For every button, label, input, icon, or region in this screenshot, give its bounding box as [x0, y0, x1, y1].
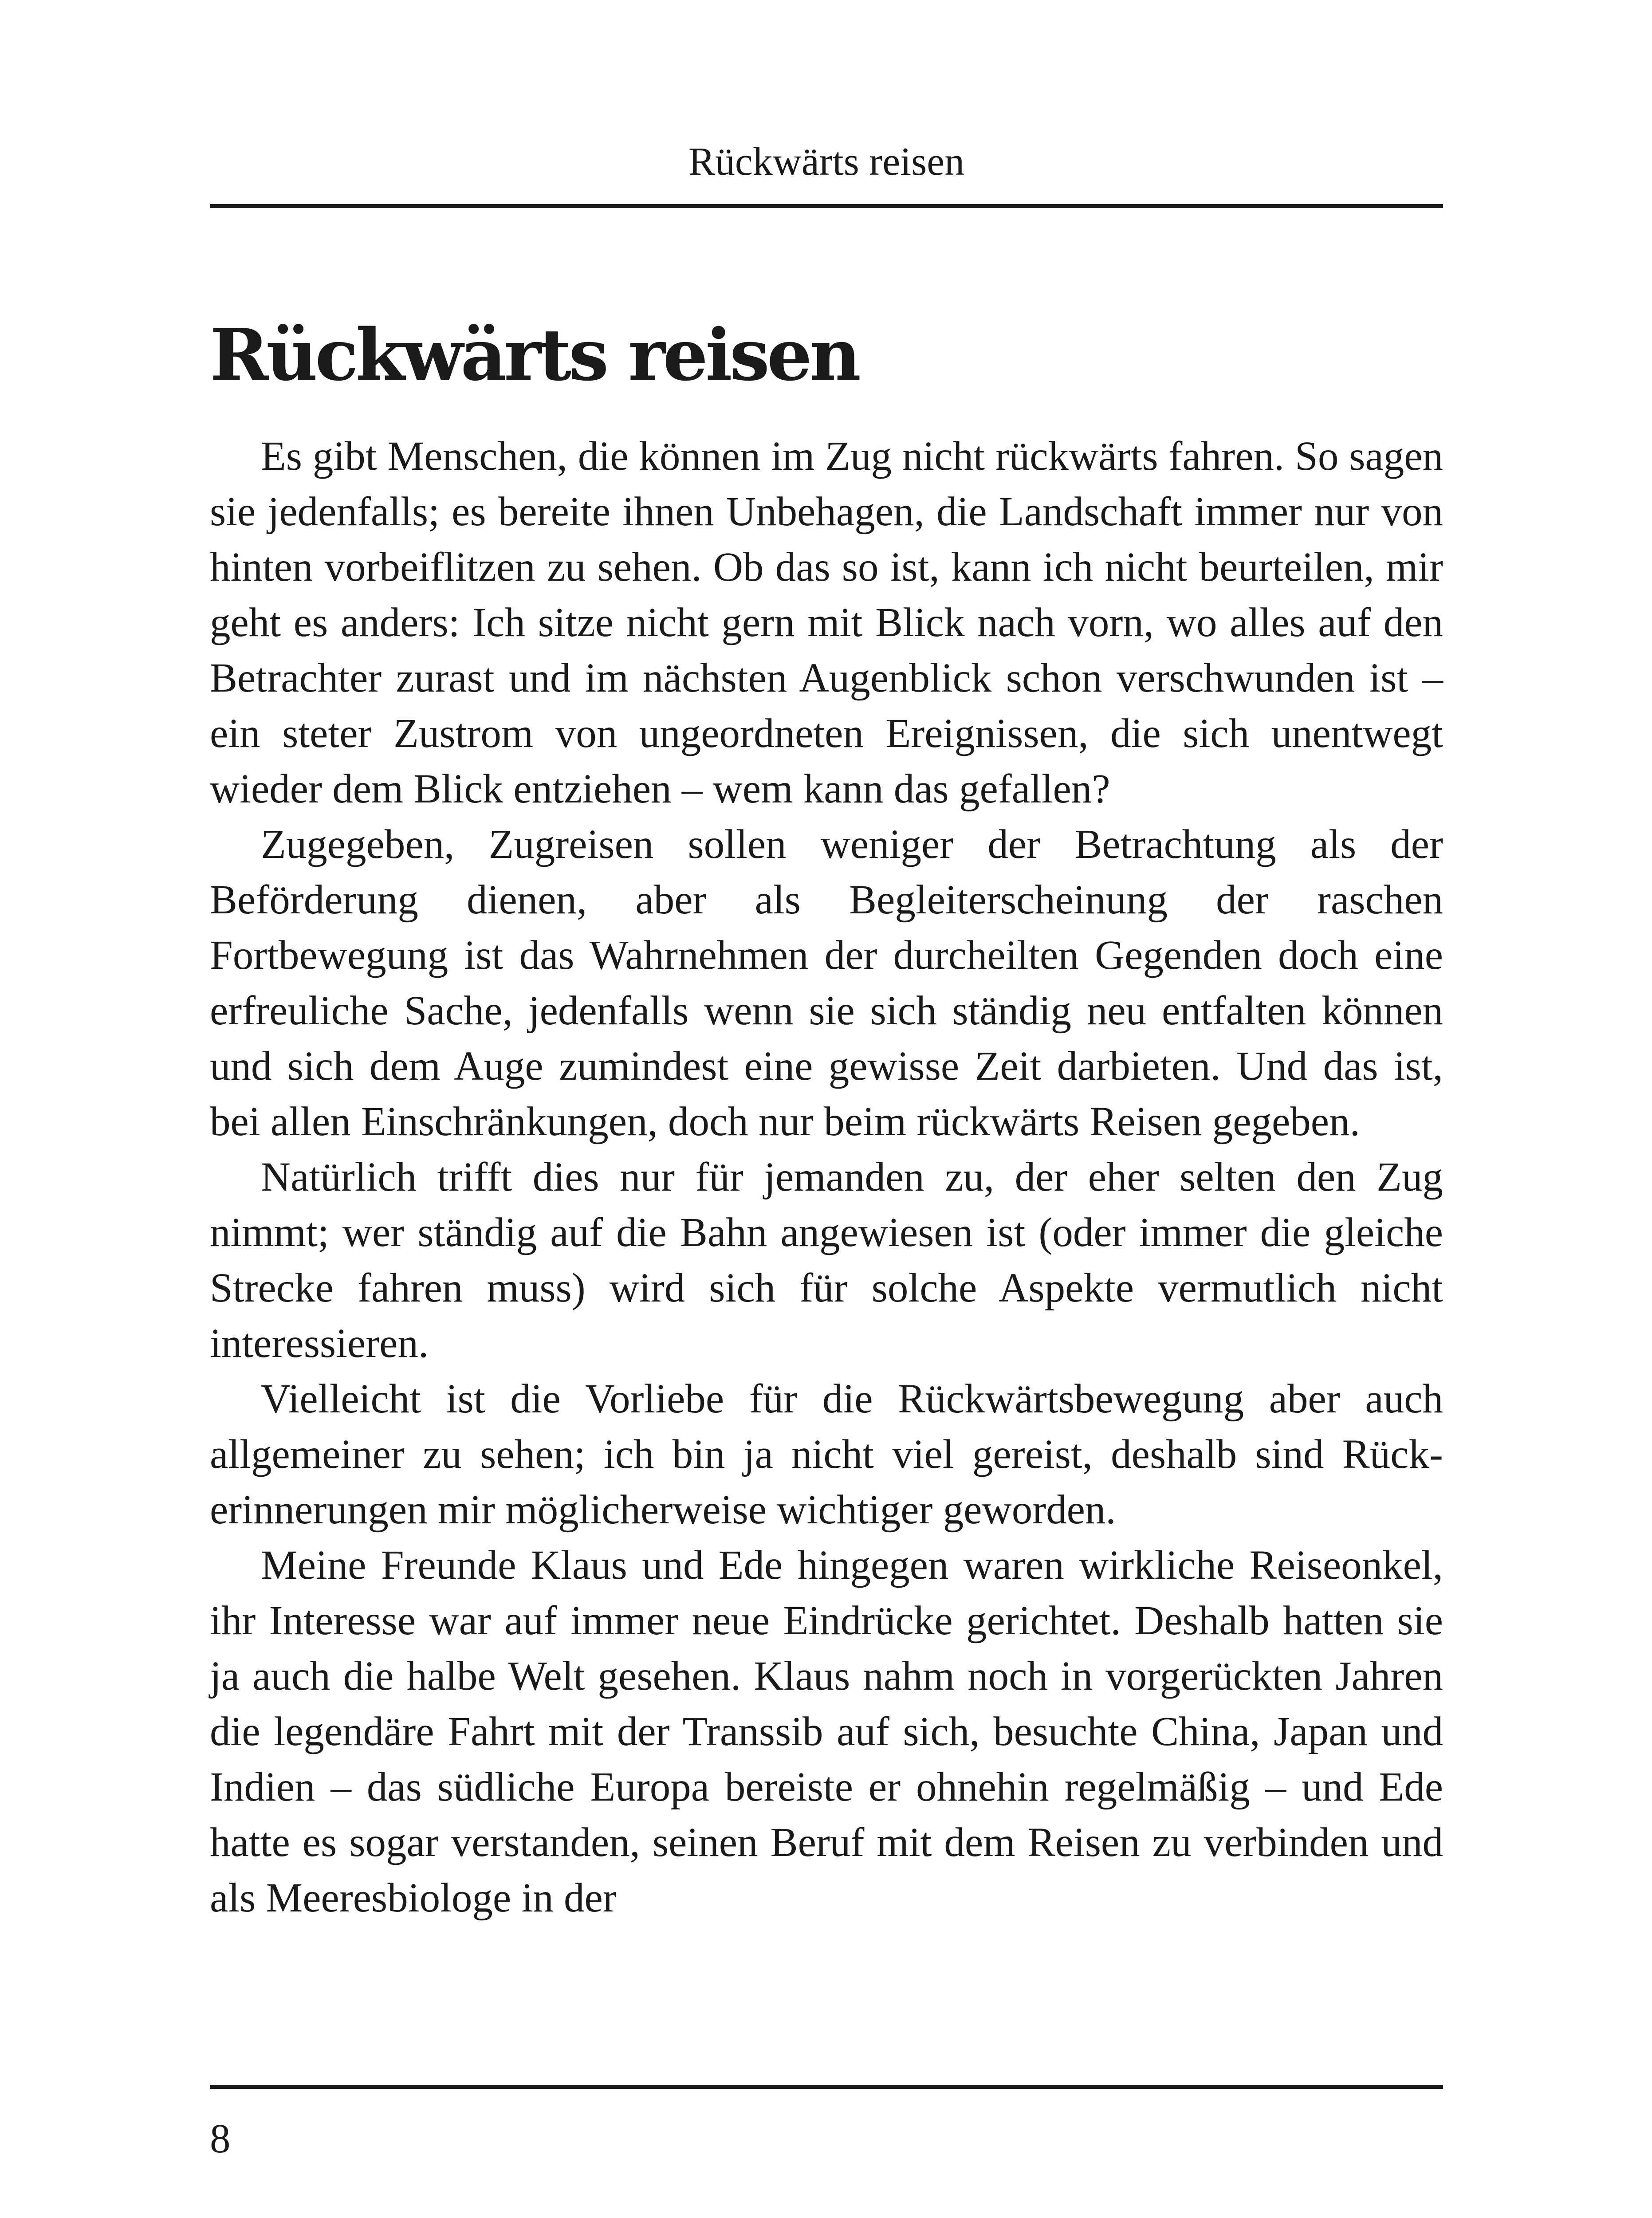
- header-rule: [210, 204, 1443, 208]
- running-head: Rückwärts reisen: [688, 140, 965, 184]
- paragraph: Vielleicht ist die Vorliebe für die Rückwärtsbewegung aber auch allgemeiner zu sehen; ich bin ja nicht viel gereist, deshalb sind Rückerinnerungen mir möglicherweise wichtiger geworden.: [210, 1376, 1443, 1533]
- paragraph: Es gibt Menschen, die können im Zug nicht rückwärts fahren. So sagen sie jedenfalls; es bereite ihnen Unbehagen, die Landschaft immer nur von hinten vorbeiflitzen zu sehen. Ob das so ist, kann ich nicht beurteilen, mir geht es anders: Ich sitze nicht gern mit Blick nach vorn, wo alles auf den Betrachter zurast und im nächsten Augenblick schon verschwunden ist – ein steter Zustrom von ungeordneten Ereignissen, die sich unentwegt wieder dem Blick entziehen – wem kann das gefallen?: [210, 433, 1443, 812]
- paragraph: Natürlich trifft dies nur für jemanden zu, der eher selten den Zug nimmt; wer ständig auf die Bahn angewiesen ist (oder immer die gleiche Strecke fahren muss) wird sich für solche Aspekte vermutlich nicht interessieren.: [210, 1154, 1443, 1366]
- body-text: [210, 429, 1443, 1926]
- footer-rule: [210, 2085, 1443, 2089]
- paragraph: Zugegeben, Zugreisen sollen weniger der Betrachtung als der Beförderung dienen, aber als Begleiterscheinung der raschen Fortbewegung ist das Wahrnehmen der durcheilten Gegenden doch eine erfreuliche Sache, jedenfalls wenn sie sich ständig neu entfalten können und sich dem Auge zumindest eine gewisse Zeit darbieten. Und das ist, bei allen Einschränkungen, doch nur beim rückwärts Reisen gegeben.: [210, 822, 1443, 1144]
- page-number: 8: [210, 2116, 231, 2162]
- chapter-title: Rückwärts reisen: [210, 313, 859, 397]
- paragraph: Meine Freunde Klaus und Ede hingegen waren wirkliche Reiseonkel, ihr Interesse war auf immer neue Eindrücke gerichtet. Deshalb hatten sie ja auch die halbe Welt gesehen. Klaus nahm noch in vorgerückten Jahren die legendäre Fahrt mit der Transsib auf sich, besuchte China, Japan und Indien – das südliche Europa bereiste er ohnehin regelmäßig – und Ede hatte es sogar verstanden, seinen Beruf mit dem Reisen zu verbinden und als Meeresbiologe in der: [210, 1542, 1443, 1921]
